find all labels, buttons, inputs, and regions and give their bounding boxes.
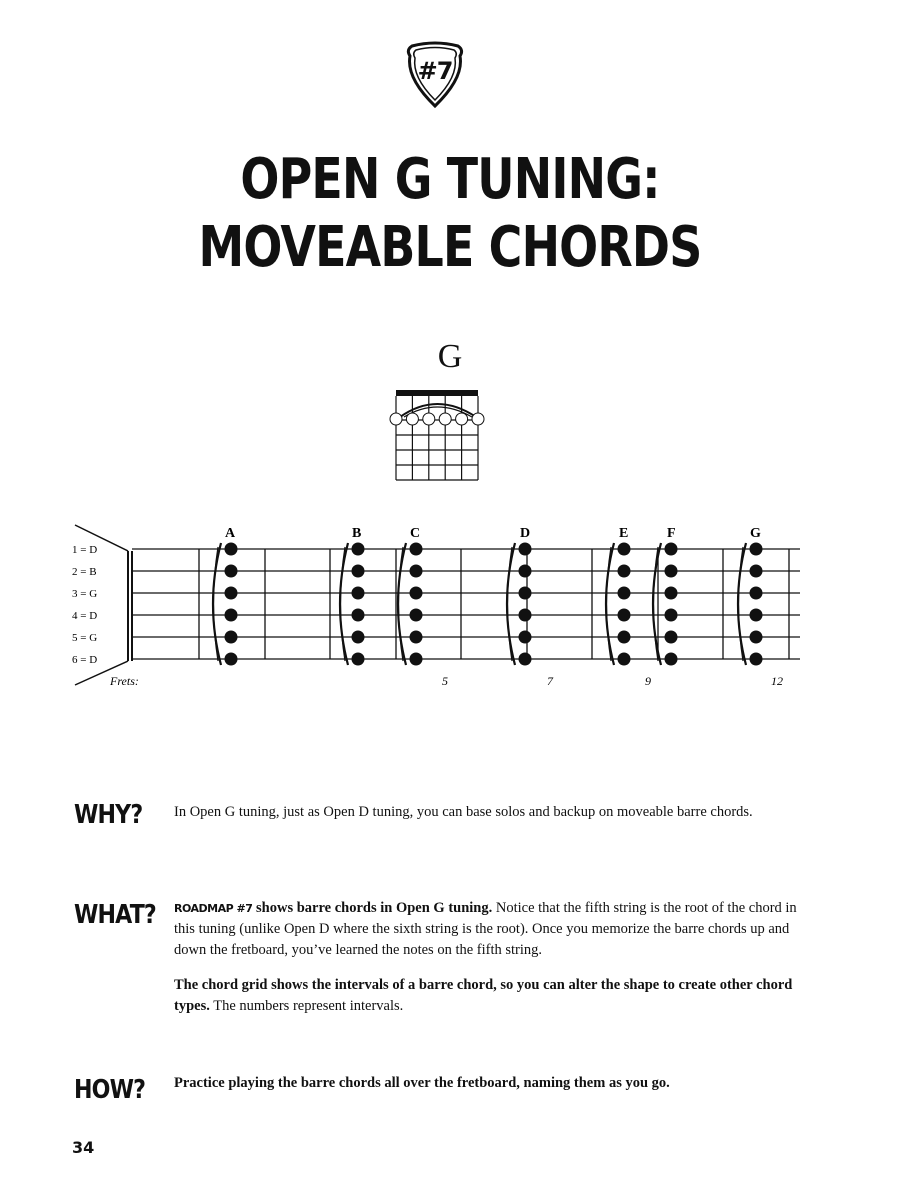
- why-text: In Open G tuning, just as Open D tuning, you can base solos and backup on moveable barre chords.: [174, 804, 753, 820]
- barre-chord-marker: [653, 543, 678, 666]
- page-title-line-1: OPEN G TUNING:: [240, 147, 660, 212]
- chord-grid-diagram: [380, 385, 490, 485]
- barre-chord-marker: [606, 543, 631, 666]
- fret-number: 5: [442, 674, 448, 688]
- what-bold-2: The chord grid shows the intervals of a barre chord, so you can alter the shape to create other chord types.: [174, 977, 793, 1014]
- what-text-1: Notice that the fifth string is the root of the chord in this tuning (unlike Open D where the sixth string is the root). Once you memorize the barre chords up and down the fretboard, you’ve learned the notes on the fifth string.: [174, 900, 797, 958]
- what-paragraph-2: [174, 975, 802, 1017]
- roadmap-number: #7: [417, 57, 453, 85]
- barre-chord-marker: [213, 543, 238, 666]
- chord-label: F: [667, 526, 676, 541]
- fret-number: 9: [645, 674, 651, 688]
- how-heading: HOW?: [74, 1075, 146, 1105]
- barre-chord-marker: [398, 543, 423, 666]
- string-label: 3 = G: [72, 588, 98, 600]
- page-title-line-2: MOVEABLE CHORDS: [198, 215, 702, 280]
- string-label: 2 = B: [72, 566, 97, 578]
- string-label: 4 = D: [72, 610, 98, 622]
- barre-chord-marker: [738, 543, 763, 666]
- roadmap-reference: ROADMAP #7: [174, 902, 253, 915]
- fretboard-diagram: [70, 515, 810, 695]
- what-paragraph-1: [174, 898, 802, 961]
- barre-chord-marker: [340, 543, 365, 666]
- chord-label: D: [520, 526, 531, 541]
- barre-chord-marker: [507, 543, 532, 666]
- how-text: Practice playing the barre chords all over the fretboard, naming them as you go.: [174, 1075, 670, 1091]
- string-label: 1 = D: [72, 544, 98, 556]
- chord-label: C: [410, 526, 421, 541]
- chord-label: E: [619, 526, 629, 541]
- chord-label: A: [225, 526, 236, 541]
- frets-label: Frets:: [110, 674, 139, 688]
- what-bold-1: shows barre chords in Open G tuning.: [252, 900, 493, 916]
- what-text-2: The numbers represent intervals.: [209, 998, 404, 1014]
- chord-grid-name: G: [437, 338, 463, 375]
- fret-number: 12: [771, 674, 783, 688]
- fret-number: 7: [547, 674, 553, 688]
- page-number: 34: [72, 1138, 95, 1157]
- chord-label: B: [352, 526, 362, 541]
- string-label: 5 = G: [72, 632, 98, 644]
- string-label: 6 = D: [72, 654, 98, 666]
- what-heading: WHAT?: [74, 900, 156, 930]
- why-heading: WHY?: [74, 800, 143, 830]
- chord-label: G: [750, 526, 761, 541]
